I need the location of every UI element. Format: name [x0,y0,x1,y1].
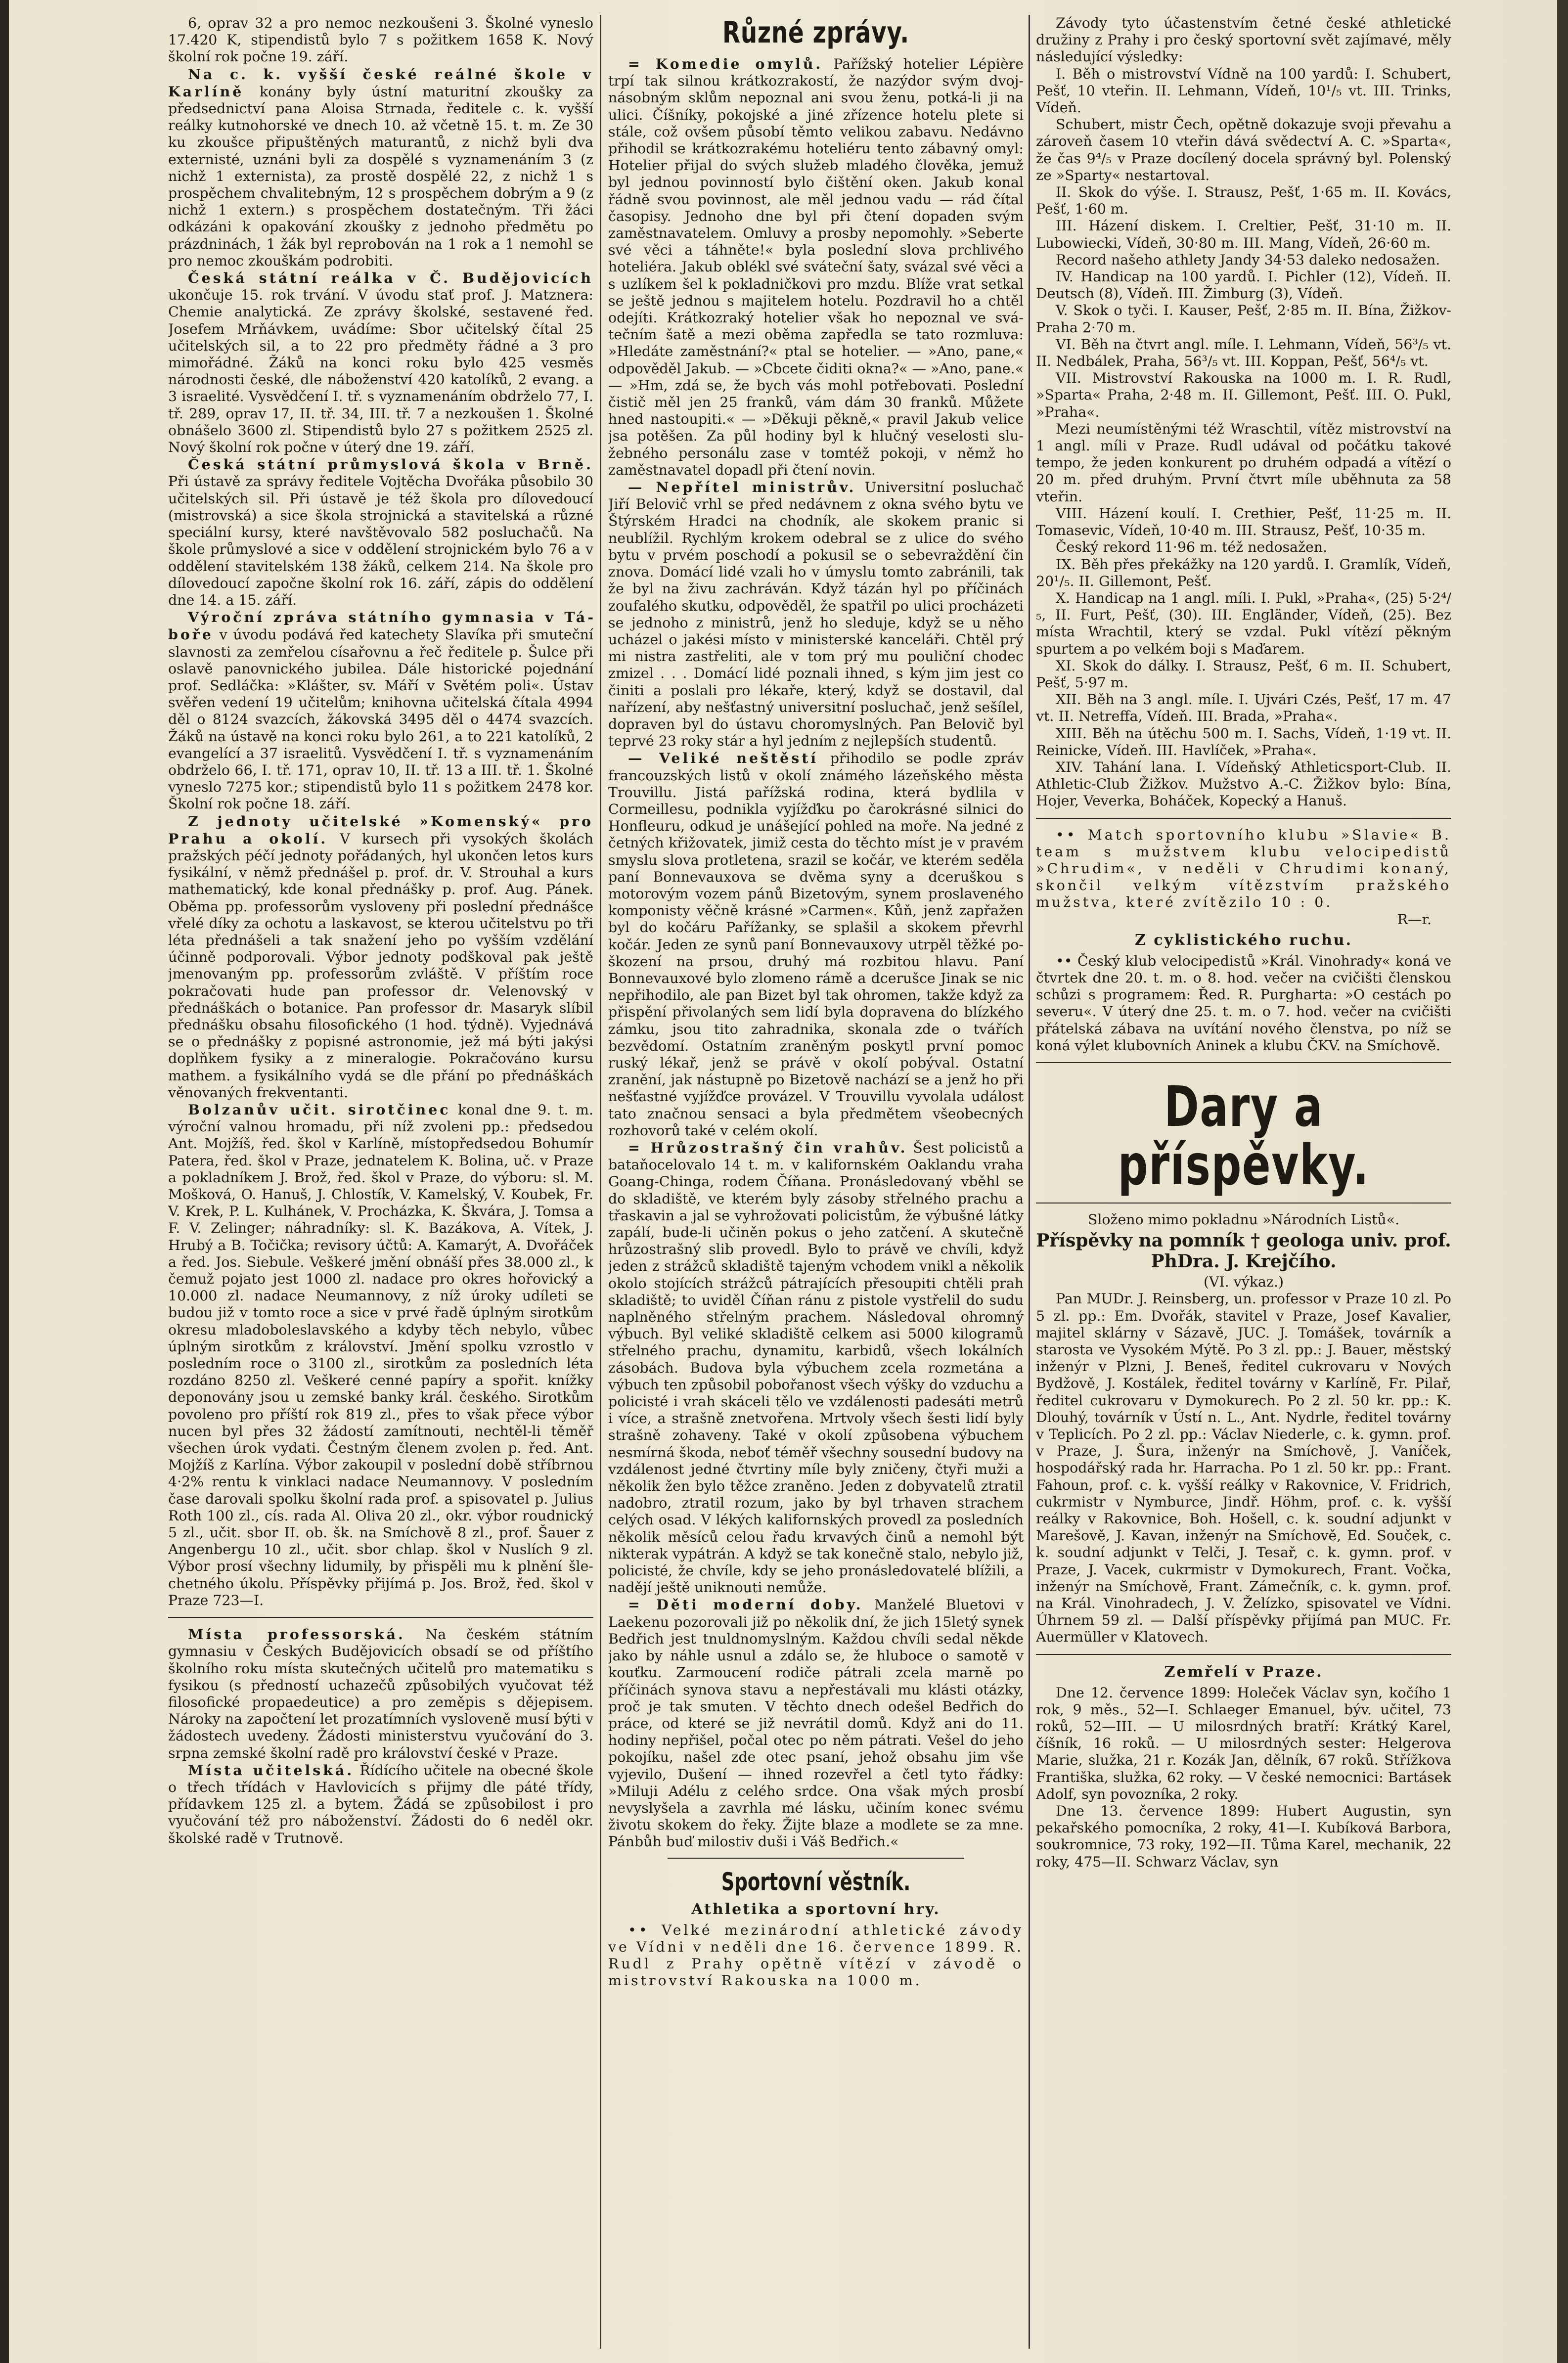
paragraph-text: ukončuje 15. rok trvání. V úvodu stať prof. J. Matznera: Chemie analytická. Ze zprávy školské, sestavené řed. Josefem Mrňávkem, uvádíme: Sbor učitelský čítal 25 učitelských sil, a to 22 pro předměty řádné a 3 pro mimořádné. Žáků na konci roku bylo 425 vesměs národnosti české, dle náboženství 420 katolíků, 2 evang. a 3 israelité. Vysvědčení I. tř. s vyznamenáním obdrželo 77, I. tř. 289, oprav 17, II. tř. 34, III. tř. 7 a nezkoušen 1. Školné obnášelo 3600 zl. Stipendistů bylo 27 s požitkem 2525 zl. Nový školní rok počne v úterý dne 19. září. [168,287,593,456]
article-paragraph [168,456,593,609]
article-paragraph [1036,252,1451,268]
paragraph-text: Record našeho athlety Jandy 34·53 daleko nedosažen. [1056,251,1440,268]
paragraph-text: •• Český klub velocipedistů »Král. Vinohrady« koná ve čtvrtek dne 20. t. m. o 8. hod. večer na cvičišti členskou schůzi s programem: Řed. R. Purgharta: »O cestách po severu«. V úterý dne 25. t. m. o 7. hod. večer na cvičišti přátelská zábava na uvítání nového členstva, po níž se koná výlet klubovních Aninek a klubu ČKV. na Smíchově. [1036,952,1451,1054]
paragraph-text: V. Skok o tyči. I. Kauser, Pešť, 2·85 m. II. Bína, Žižkov-Praha 2·70 m. [1036,302,1451,336]
paragraph-text: Mezi neumístěnými též Wraschtil, vítěz mistrovství na 1 angl. míli v Praze. Rudl udával od počátku takové tempo, že jeden konkurent po druhém odpadá a vítězí o 20 m. před druhým. První čtvrt míle uběhnuta za 58 vteřin. [1036,420,1451,505]
article-paragraph [608,1596,1024,1850]
paragraph-text: XI. Skok do dálky. I. Strausz, Pešť, 6 m. II. Schubert, Pešť, 5·97 m. [1036,657,1451,691]
paragraph-text: V kursech při vysokých školách pražských péčí jednoty pořádaných, hyl ukončen letos kurs fysikální, v němž přednášel p. prof. dr. V. Strouhal a kurs mathematický, kde konal přednášky p. prof. Aug. Pánek. Oběma pp. professorům vysloveny při poslední přednášce vřelé díky za ochotu a laskavost, se kterou učitelstvu po tři léta přednášeli a tak snažení jeho po vyšším vzdělání účinně podporovali. Výbor jednoty podškoval pak ještě jmenovaným pp. professorům zvláště. V příštím roce pokračovati hude pan professor dr. Velenovský v přednáškách o botanice. Pan professor dr. Masaryk slíbil přednášku obsahu filosofického (1 hod. týdně). Vyjednává se o přednášky z popisné astronomie, jež má býti jakýsi doplňkem fysiky a z mineralogie. Pokračováno kursu mathem. a fysikálního vydá se dle přání po přednáškách věnovaných frekventanti. [168,830,593,1101]
paragraph-lead: Česká státní reálka v Č. Budějovicích [188,269,593,287]
paragraph-lead: Bolzanův učit. sirotčinec [188,1101,451,1118]
article-paragraph [1036,302,1451,336]
article-paragraph [1036,658,1451,691]
paragraph-lead: Místa professorská. [188,1626,405,1643]
section-rule [1036,818,1451,819]
scan-right-edge [1557,0,1568,2363]
column-divider [1029,15,1030,2349]
paragraph-text: XII. Běh na 3 angl. míle. I. Ujvári Czés, Pešť, 17 m. 47 vt. II. Netreffa, Vídeň. III. Brada, »Praha«. [1036,691,1451,725]
article-paragraph [1036,1291,1451,1646]
paragraph-lead: = Hrůzostrašný čin vrahův. [628,1139,908,1156]
paragraph-text: konal dne 9. t. m. výroční valnou hromadu, při níž zvoleni pp.: předsedou Ant. Mojžíš, řed. škol v Karlíně, místopředsedou Bohumír Patera, řed. škol v Praze, jednatelem K. Bolina, uč. v Praze a pokladníkem J. Brož, řed. škol v Praze, do výboru: sl. M. Mošková, O. Hanuš, J. Chlostík, V. Kamelský, V. Koubek, Fr. V. Krek, P. L. Kulhánek, V. Procházka, K. Škvára, J. Tomsa a F. V. Zelinger; náhradníky: sl. K. Bazákova, A. Vítek, J. Hrubý a B. Točička; revisory účtů: A. Kamarýt, A. Dvořáček a řed. Jos. Siebule. Veškeré jmění obnáší přes 38.000 zl., k čemuž pojato jest 1000 zl. nadace pro okres hořovický a 10.000 zl. nadace Neumannovy, z níž úroky udíleti se budou již v tomto roce a sice v prvé řadě úplným sirotkům okresu mladoboleslavského a kdyby těch nebylo, vůbec úplným sirotkům z království. Jmění spolku vzrostlo v posledním roce o 3100 zl., sirotkům za posledních léta rozdáno 8250 zl. Veškeré cenné papíry a spořit. knížky deponovány jsou u zemské banky král. českého. Sirotkům povoleno pro příští rok 819 zl., přes to však přece výbor nucen byl přes 32 žádostí zamítnouti, nechtěl-li těměř všechen úrok vydati. Čestným členem zvolen p. řed. Ant. Mojžíš z Karlína. Výbor zakoupil v poslední době stříbrnou 4·2% rentu k vinklaci nadace Neumannovy. V posledním čase darovali spolku školní rada prof. a spisovatel p. Julius Roth 100 zl., cís. rada Al. Oliva 20 zl., okr. výbor roudnický 5 zl., učit. sbor II. ob. šk. na Smíchově 8 zl., prof. Šauer z Angenbergu 10 zl., učit. sbor chlap. škol v Nuslích 9 zl. Výbor prosí všechny lidumily, by přispěli mu k plnění šlechetného úkolu. Příspěvky přijímá p. Jos. Brož, řed. škol v Praze 723—I. [168,1102,593,1608]
paragraph-text: Dne 13. července 1899: Hubert Augustin, syn pekařského pomocníka, 2 roky, 41—I. Kubíková Barbora, soukromnice, 73 roky, 192—II. Tůma Karel, mechanik, 22 roky, 475—II. Schwarz Václav, syn [1036,1803,1451,1870]
paragraph-text: IX. Běh přes překážky na 120 yardů. I. Gramlík, Vídeň, 20¹/₅. II. Gillemont, Pešť. [1036,556,1451,589]
section-heading: Sportovní věstník. [721,1867,911,1896]
paragraph-text: XIV. Tahání lana. I. Vídeňský Athleticsport-Club. II. Athletic-Club Žižkov. Mužstvo A.-C. Žižkov bylo: Bína, Hojer, Veverka, Boháček, Kopecký a Hanuš. [1036,758,1451,809]
column-middle [608,15,1024,2359]
article-paragraph [1036,725,1451,759]
paragraph-text: Při ústavě za správy ředitele Vojtěcha Dvořáka působilo 30 učitelských sil. Při ústavě je též škola pro dílovedoucí (mistrovská) a sice škola strojnická a stavitelská a různé speciální kursy, které navštěvovalo 582 posluchačů. Na škole průmyslové a sice v oddělení strojnickém bylo 76 a v oddělení stavitelském 138 žáků, celkem 214. Na škole pro dílovedoucí započne školní rok 16. září, zápis do oddělení dne 14. a 15. září. [168,473,593,608]
article-paragraph [1036,268,1451,302]
paragraph-lead: — Veliké neštěstí [628,750,819,767]
paragraph-text: Řídícího učitele na obecné škole o třech třídách v Havlovicích s přijmy dle páté třídy, přídavkem 125 zl. a bytem. Žádá se způsobilost i pro vyučování též pro náboženství. Žádosti do 6 neděl okr. školské radě v Trutnově. [168,1762,593,1846]
paragraph-lead: Výroční zpráva státního gymnasia v Táboře [168,609,593,643]
paragraph-text: v úvodu podává řed katechety Slavíka při smuteční slavnosti za zemřelou císařovnu a řeč ředitele p. Šulce při oslavě panovnického jubilea. Dále historické pojednání prof. Sedláčka: »Klášter, sv. Máří v Světém poli«. Ústav svěřen vedení 19 učitelům; knihovna učitelská čítala 4994 děl o 8124 svazcích, žákovská 3495 děl o 4474 svazcích. Žáků na ústavě na konci roku bylo 261, a to 221 katolíků, 2 evangelící a 37 israelitů. Vysvědčení I. tř. s vyznamenáním obdrželo 66, I. tř. 171, oprav 10, II. tř. 13 a III. tř. 1. Školné vyneslo 7275 kor.; stipendistů bylo 11 s požitkem 2478 kor. Školní rok počne 18. září. [168,626,593,812]
paragraph-lead: Místa učitelská. [188,1761,355,1779]
article-paragraph [1036,691,1451,725]
article-paragraph [1036,759,1451,810]
article-paragraph [1036,1685,1451,1803]
column-left [168,15,593,2359]
caption-line: (VI. výkaz.) [1203,1274,1284,1291]
section-rule [1036,1203,1451,1204]
paragraph-text: Manželé Bluetovi v Laekenu pozorovali již po několik dní, že jich 15letý synek Bedřich jest tnuldnomyslným. Každou chvíli sedal někde jako by náhle usnul a zdálo se, že hluboce o samotě v kouťku. Zarmoucení rodiče pátrali zcela marně po příčinách synova stavu a nepřestávali mu klásti otázky, proč je tak smuten. V těchto dnech odešel Bedřich do práce, od které se již nevrátil domů. Když ani do 11. hodiny nepřišel, počal otec po něm pátrati. Vešel do jeho pokojíku, našel zde otec psaní, jehož obsahu jim vše vyjevilo, Dušení — ihned rozevřel a četl tyto řádky: »Miluji Adélu z celého srdce. Ona však mých prosbí nevyslyšela a zavrhla mé lásku, učiním konec svému životu skokem do řeky. Žijte blaze a modlete se za mne. Pánbůh buď milostiv duši i Váš Bedřich.« [608,1597,1024,1850]
paragraph-text: Závody tyto účastenstvím četné české athletické družiny z Prahy i pro český sportovní svět zajímavé, měly následující výsledky: [1036,15,1451,65]
paragraph-text: VII. Mistrovství Rakouska na 1000 m. I. R. Rudl, »Sparta« Praha, 2·48 m. II. Gillemont, Pešť. III. O. Pukl, »Praha«. [1036,370,1451,420]
article-paragraph [1036,15,1451,66]
paragraph-text: Šest policistů a bataňocelovalo 14 t. m. v kalifornském Oaklandu vraha Goang-Chinga, rodem Číňana. Pronásledovaný vběhl se do skladiště, ve kterém byly zásoby střelného prachu a třaskavin a jal se vyhrožovati policistům, že výbušné látky zapálí, bude-li učiněn pokus o jeho zatčení. A skutečně hrůzostrašný slib provedl. Bylo to právě ve chvíli, když jeden z strážců skladiště tajeným vchodem vnikl a několik okolo stojících strážců pátrajících přesoupiti chtěli prah skladiště; to uviděl Číňan ránu z pistole vystřelil do sudu naplněného střelným prachem. Následoval ohromný výbuch. Byl veliké skladiště celkem asi 5000 kilogramů střelného prachu, dynamitu, karbidů, všech lokálních zásobách. Budova byla výbuchem zcela rozmetána a výbuch ten způsobil pobořanost všech výšky do vzduchu a policisté i vrah skáceli tělo ve vzdálenosti padesáti metrů i více, a strašně znetvořena. Mrtvoly všech šesti lidí byly strašně zohaveny. Také v okolí způsobena výbuchem nesmírná škoda, neboť téměř všechny sousední budovy na vzdálenost jedné čtvrtiny míle byly zničeny, čtyři muži a několik žen bylo těžce zraněno. Jeden z dobyvatelů ztratil nadobro, ztratil rozum, jako by byl trhaven strachem celých osad. V lékých kalifornských provedl za posledních několik měsíců celou řadu krvavých činů a nemohl být nikterak vypátrán. A když se tak konečně stalo, nebylo již, policisté, že chvíle, kdy se jeho pronásledovatelé blížili, a nadějí ještě uniknouti nemůže. [608,1140,1024,1596]
section-heading: Dary a příspěvky. [1118,1074,1370,1198]
section-rule [1036,1062,1451,1063]
article-paragraph [168,813,593,1101]
paragraph-text: Schubert, mistr Čech, opětně dokazuje svoji převahu a zároveň časem 10 vteřin dává svědectví A. C. »Sparta«, že čas 9⁴/₅ v Praze docílený docela správný byl. Polenský ze »Sparty« nestartoval. [1036,116,1451,183]
article-paragraph [168,1101,593,1609]
subsection-heading: Z cyklistického ruchu. [1134,931,1353,949]
article-paragraph [1036,184,1451,218]
article-paragraph [168,1626,593,1762]
scan-left-edge [0,0,9,2363]
article-paragraph [1036,218,1451,251]
article-paragraph [608,55,1024,479]
paragraph-text: II. Skok do výše. I. Strausz, Pešť, 1·65 m. II. Kovács, Pešť, 1·60 m. [1036,184,1451,218]
article-paragraph [608,1922,1024,1990]
paragraph-lead: Česká státní průmyslová škola v Brně. [188,456,593,473]
article-paragraph [1036,116,1451,184]
article-paragraph [1036,590,1451,658]
article-paragraph [168,269,593,456]
article-paragraph [1036,421,1451,505]
subsection-heading: Zemřelí v Praze. [1164,1663,1323,1681]
paragraph-text: Český rekord 11·96 m. též nedosažen. [1056,539,1328,556]
article-paragraph [608,750,1024,1139]
paragraph-text: VI. Běh na čtvrt angl. míle. I. Lehmann, Vídeň, 56³/₅ vt. II. Nedbálek, Praha, 56³/₅ vt. III. Koppan, Pešť, 56⁴/₅ vt. [1036,336,1451,370]
paragraph-lead: — Nepřítel ministrův. [628,479,856,496]
article-paragraph [168,66,593,269]
section-rule [168,1617,593,1618]
paragraph-text: Dne 12. července 1899: Holeček Václav syn, kočího 1 rok, 9 měs., 52—I. Schlaeger Emanuel, býv. učitel, 73 roků, 52—III. — U milosrdných bratří: Krátký Karel, číšník, 16 roků. — U milosrdných sester: Helgerova Marie, služka, 21 r. Kozák Jan, dělník, 67 roků. Střížkova Františka, služka, 62 roky. — V české nemocnici: Bartásek Adolf, syn povozníka, 2 roky. [1036,1684,1451,1802]
paragraph-text: XIII. Běh na útěchu 500 m. I. Sachs, Vídeň, 1·19 vt. II. Reinicke, Vídeň. III. Havlíček, »Praha«. [1036,725,1451,758]
section-heading: Různé zprávy. [722,15,909,50]
paragraph-text: •• Velké mezinárodní athletické závody ve Vídni v neděli dne 16. července 1899. R. Rudl z Prahy opětně vítězí v závodě o mistrovství Rakouska na 1000 m. [608,1921,1024,1989]
paragraph-text: X. Handicap na 1 angl. míli. I. Pukl, »Praha«, (25) 5·2⁴/₅, II. Furt, Pešť, (30). III. Engländer, Vídeň, (25). Bez místa Wrachtil, který se vzdal. Pukl vítězí pěkným spurtem a po velkém boji s Maďarem. [1036,589,1451,657]
paragraph-lead: Z jednoty učitelské »Komenský« pro Prahu a okolí. [168,812,593,847]
paragraph-text: I. Běh o mistrovství Vídně na 100 yardů: I. Schubert, Pešť, 10 vteřin. II. Lehmann, Vídeň, 10¹/₅ vt. III. Trinks, Vídeň. [1036,65,1451,116]
section-rule [668,1858,964,1859]
article-paragraph [1036,370,1451,421]
paragraph-text: Pan MUDr. J. Reinsberg, un. professor v Praze 10 zl. Po 5 zl. pp.: Em. Dvořák, stavitel v Praze, Josef Kavalier, majitel sklárny v Sázavě, JUC. J. Tomášek, továrník a starosta ve Vysokém Mýtě. Po 3 zl. pp.: J. Bauer, městský inženýr v Plzni, J. Beneš, ředitel cukrovaru v Nových Bydžově, J. Kostálek, ředitel továrny v Karlíně, Fr. Pilař, ředitel cukrovaru v Dymokurech. Po 2 zl. 50 kr. pp.: K. Dlouhý, továrník v Ústí n. L., Ant. Nydrle, ředitel továrny v Teplicích. Po 2 zl. pp.: Václav Niederle, c. k. gymn. prof. v Praze, J. Šura, inženýr na Smíchově, J. Vaníček, hospodářský rada hr. Harracha. Po 1 zl. 50 kr. pp.: Frant. Fahoun, prof. c. k. vyšší reálky v Rakovnice, V. Fridrich, cukrmistr v Nymburce, Jindř. Höhm, prof. c. k. vyšší reálky v Rakovnice, Boh. Hošell, c. k. soudní adjunkt v Marešově, J. Kavan, inženýr na Smíchově, Ed. Souček, c. k. soudní adjunkt v Telči, J. Tesař, c. k. gymn. prof. v Praze, J. Vacek, cukrmistr v Dymokurech, Frant. Vočka, inženýr na Smíchově, Frant. Zámečník, c. k. gymn. prof. na Král. Vinohradech, J. V. Želízko, spisovatel ve Vídni. Úhrnem 59 zl. — Další příspěvky přijímá pan MUC. Fr. Auermüller v Klatovech. [1036,1291,1451,1646]
paragraph-text: III. Házení diskem. I. Creltier, Pešť, 31·10 m. II. Lubowiecki, Vídeň, 30·80 m. III. Mang, Vídeň, 26·60 m. [1036,218,1451,251]
paragraph-text: •• Match sportovního klubu »Slavie« B. team s mužstvem klubu velocipedistů »Chrudim«, v neděli v Chrudimi konaný, skončil velkým vítězstvím pražského mužstva, které zvítězilo 10 : 0. [1036,826,1451,911]
paragraph-text: VIII. Házení koulí. I. Crethier, Pešť, 11·25 m. II. Tomasevic, Vídeň, 10·40 m. III. Strausz, Pešť, 10·35 m. [1036,505,1451,539]
article-paragraph [1036,539,1451,556]
article-paragraph [1036,953,1451,1054]
article-paragraph [1036,827,1451,911]
article-paragraph [1036,505,1451,539]
paragraph-lead: Na c. k. vyšší české reálné škole v Karlíně [168,65,593,100]
article-paragraph [1036,336,1451,370]
subsection-heading: Athletika a sportovní hry. [691,1900,941,1918]
column-divider [600,15,601,2349]
article-paragraph [168,15,593,66]
column-right [1036,15,1451,2359]
article-paragraph [608,1139,1024,1596]
article-paragraph [168,1762,593,1847]
paragraph-text: Pařížský hotelier Lépière trpí tak silnou krátkozrakostí, že nazýdor svým dvojnásobným sklům nepoznal ani svou ženu, potká-li ji na ulici. Číšníky, pokojské a jiné zřízence hotelu plete si stále, což ovšem působí těmto velikou zabavu. Nedávno přihodil se krátkozrakému hoteliéru tento zábavný omyl: Hotelier přijal do svých služeb mladého člověka, jemuž byl jednou povinností bylo čištění oken. Jakub konal řádně svou povinnost, ale měl jednou vadu — rád čítal časopisy. Jednoho dne byl při čtení dopaden svým zaměstnavatelem. Omluvy a prosby nepomohly. »Seberte své věci a táhněte!« byla poslední slova prchlivého hoteliéra. Jakub oblékl své sváteční šaty, svázal své věci a s uzlíkem šel k pokladničkovi pro mzdu. Blíže vrat setkal se ještě jednou s majitelem hotelu. Pozdravil ho a chtěl odejíti. Krátkozraký hotelier však ho nepoznal ve svátečním šatě a mezi oběma zapředla se tato rozmluva: »Hledáte zaměstnání?« ptal se hotelier. — »Ano, pane,« odpověděl Jakub. — »Cbcete čiditi okna?« — »Ano, pane.« — »Hm, zdá se, že bych vás mohl potřebovati. Poslední čistič měl jen 25 franků, vám dám 30 franků. Můžete hned nastoupiti.« — »Děkuji pěkně,« pravil Jakub velice jsa potěšen. Za půl hodiny byl k hlučný veselosti služebného personálu zase v tomtéž pokoji, v němž ho zaměstnavatel dopadl při čtení novin. [608,56,1024,478]
paragraph-text: přihodilo se podle zpráv francouzských listů v okolí známého lázeňského města Trouvillu. Jistá pařížská rodina, která bydlila v Cormeillesu, podnikla vyjížďku po čarokrásné silnici do Honfleuru, odkud je unášející pohled na moře. Na jedné z četných křižovatek, jimiž cesta do těchto míst je v pravém smyslu slova protletena, srazil se kočár, ve kterém seděla paní Bonnevauxova se dvěma syny a dceruškou s motorovým vozem pánů Bizetovým, synem proslaveného komponisty věčně krásné »Carmen«. Kůň, jenž zapřažen byl do kočáru Pařížanky, se splašil a skokem převrhl kočár. Jeden ze synů paní Bonnevauxovy utrpěl těžké poškození na prsou, druhý má rozbitou hlavu. Paní Bonnevauxové bylo zlomeno rámě a dcerušce Jinak se nic nepřihodilo, ale pan Bizet byl tak ohromen, takže když za přispění přivolaných sem lidí byla dopravena do blízkého zámku, jsou tito zahradnika, skonala zde o tvářích bezvědomí. Ostatním zraněným poskytl první pomoc ruský lékař, jenž se právě v okolí pobýval. Ostatní zranění, jak nástupně po Bizetově nachází se a jenž ho při nešťastné vyjížďce provázel. V Trouvillu vyvolala událost tato značnou sensaci a byla předmětem všeobecných rozhovorů také v celém okolí. [608,750,1024,1139]
paragraph-text: IV. Handicap na 100 yardů. I. Pichler (12), Vídeň. II. Deutsch (8), Vídeň. III. Žimburg (3), Vídeň. [1036,268,1451,302]
paragraph-text: konány byly ústní maturitní zkoušky za předsednictví pana Aloisa Strnada, ředitele c. k. vyšší reálky kutnohorské ve dnech 10. až včetně 15. t. m. Ze 30 ku zkoušce připuštěných maturantů, z nichž byli dva externisté, uznáni byli za dospělé s vyznamenáním 3 (z nichž 1 externista), za prostě dospělé 22, z nichž 1 s prospěchem chvalitebným, 12 s prospěchem dobrým a 9 (z nichž 1 extern.) s prospěchem dostatečným. Tři žáci odkázáni k opakování zkoušky z jednoho předmětu po prázdninách, 1 žák byl reprobován na 1 rok a 1 nemohl se pro nemoc zkouškám podrobiti. [168,83,593,269]
paragraph-text: 6, oprav 32 a pro nemoc nezkoušeni 3. Školné vyneslo 17.420 K, stipendistů bylo 7 s požitkem 1658 K. Nový školní rok počne 19. září. [168,15,593,65]
caption-line: Složeno mimo pokladnu »Národních Listů«. [1087,1211,1400,1228]
paragraph-lead: = Komedie omylů. [628,55,823,72]
author-signature: R—r. [1397,911,1432,928]
article-paragraph [168,609,593,812]
article-paragraph [608,479,1024,750]
paragraph-lead: = Děti moderní doby. [628,1596,863,1613]
section-rule [1036,1654,1451,1655]
paragraph-text: Universitní posluchač Jiří Belovič vrhl se před nedávnem z okna svého bytu ve Štýrském Hradci na chodník, ale skokem pranic si neublížil. Rychlým krokem odebral se z ulice do svého bytu v prvém poschodí a pokusil se o sebevraždění čin znova. Domácí lidé vzali ho v úmyslu tomto zabránili, tak že byl na živu zachráván. Když tázán hyl po příčinách zoufalého skutku, odpověděl, že spatřil po ulici procházeti se jednoho z ministrů, jenž ho sleduje, když se u něho ucházel o jakési místo v ministerské kanceláři. Chtěl prý mi nistra zastřeliti, ale v tom prý mu pouliční chodec zmizel . . . Domácí lidé poznali ihned, s kým jim jest co činiti a poslali pro lékaře, který, když se dostavil, dal nařízení, aby nešťastný universitní posluchač, jenž sešílel, dopraven byl do ústavu choromyslných. Pan Belovič byl teprvé 23 roky stár a hyl jedním z nejlepších studentů. [608,479,1024,750]
article-paragraph [1036,556,1451,590]
paragraph-text: Na českém státním gymnasiu v Českých Budějovicích obsadí se od příštího školního roku místa skutečných učitelů pro matematiku s fysikou (s předností uchazečů způsobilých vyučovat též filosofické propaedeutice) a pro zeměpis s dějepisem. Nároky na započtení let prozatímních vysloveně musí býti v žádostech uvedeny. Žádosti ministerstvu vyučování do 3. srpna zemské školní radě pro království české v Praze. [168,1626,593,1761]
article-paragraph [1036,1803,1451,1871]
subsection-heading: Příspěvky na pomník † geologa univ. prof. PhDra. J. Krejčího. [1036,1230,1451,1272]
article-paragraph [1036,66,1451,117]
